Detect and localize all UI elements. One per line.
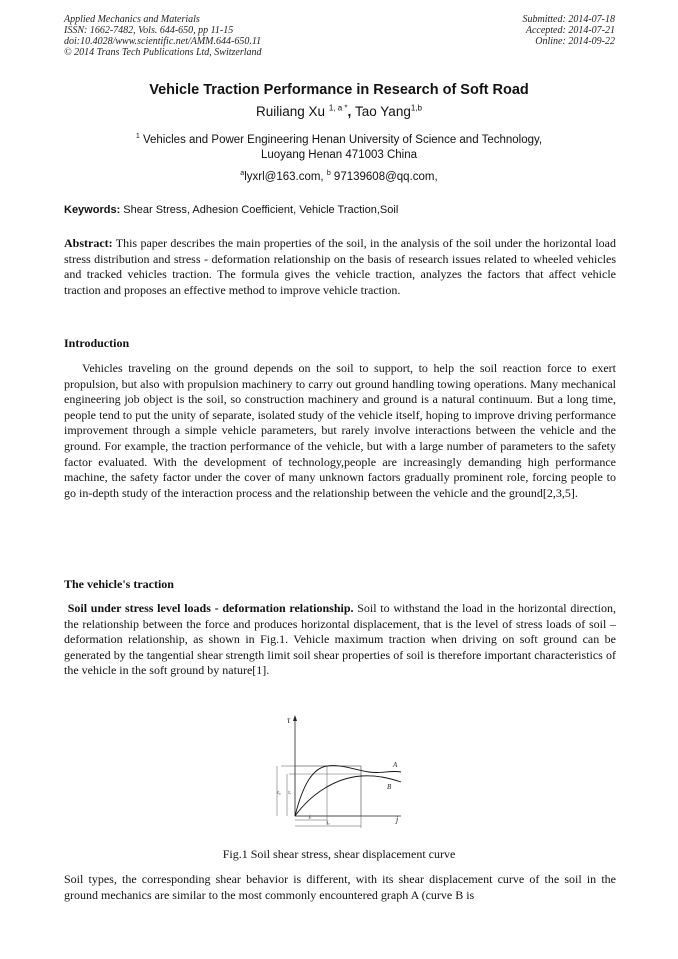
j-r-label: jᵣ bbox=[309, 815, 312, 820]
curve-a bbox=[295, 766, 401, 816]
online-date: Online: 2014-09-22 bbox=[535, 36, 615, 47]
intro-paragraph: Vehicles traveling on the ground depends on the soil to support, to help the soil reaction force to exert propulsion, but also with propulsion machinery to carry out ground handling towing operations. Many mechanical engineering job object is the soil, so construction machinery and ground is a natural continuum. But a long time, people tend to put the unity of separate, isolated study of the vehicle itself, hoping to improve driving performance improvement through a simple vehicle parameters, but rarely involve interactions between the vehicle and the ground. For example, the traction performance of the vehicle, but with a large number of parameters to the safety factor evaluated. With the development of technology,people are increasingly demanding high performance machine, the safety factor under the cover of many unknown factors gradually prominent role, forcing people to go in-depth study of the interaction process and the relationship between the vehicle and the ground[2,3,5]. bbox=[64, 361, 616, 500]
submission-dates bbox=[523, 14, 616, 47]
peak-box bbox=[295, 766, 361, 816]
affiliation-line: Luoyang Henan 471003 China bbox=[260, 149, 418, 161]
keywords-label: Keywords: bbox=[64, 204, 121, 216]
traction-text: Soil to withstand the load in the horizontal direction, the relationship between the force and produces horizontal displacement, that is the level of stress loads of soil – deformation relationship, as shown in Fig.1. Vehicle maximum traction when driving on soft ground can be generated by the tangential shear strength limit soil shear properties of soil is therefore important characteristics of the vehicle in the soft ground by nature[1]. bbox=[64, 601, 616, 678]
tau-a-label: τₐ bbox=[277, 790, 281, 796]
journal-issn: ISSN: 1662-7482, Vols. 644-650, pp 11-15 bbox=[64, 25, 234, 36]
abstract-text: This paper describes the main properties of the soil, in the analysis of the soil under the horizontal load stress distribution and stress - deformation relationship on the basis of research issues related to wheeled vehicles and tracked vehicles traction. The formula gives the vehicle traction, analyzes the factors that affect vehicle traction and proposes an effective method to improve vehicle traction. bbox=[64, 236, 616, 297]
email: lyxrl@163.com, bbox=[244, 171, 327, 183]
author-sup: 1,b bbox=[410, 103, 422, 113]
author-name: Ruiliang Xu bbox=[256, 104, 326, 119]
email: 97139608@qq.com, bbox=[330, 171, 438, 183]
accepted-date: Accepted: 2014-07-21 bbox=[525, 25, 615, 36]
abstract-label: Abstract: bbox=[64, 236, 113, 250]
journal-info bbox=[64, 14, 262, 58]
curve-b bbox=[295, 776, 401, 816]
section-heading: The vehicle's traction bbox=[64, 577, 174, 591]
traction-paragraph bbox=[64, 601, 616, 679]
author-list bbox=[0, 104, 678, 119]
tau-r-label: τᵣ bbox=[288, 790, 292, 796]
body-paragraph: Soil types, the corresponding shear behavior is different, with its shear displacement curve of the soil in the ground mechanics are similar to the most commonly encountered graph A (curve B is bbox=[64, 872, 616, 902]
shear-curve-figure bbox=[265, 712, 415, 832]
affiliation-sup: 1 bbox=[135, 133, 140, 141]
affiliation-line: Vehicles and Power Engineering Henan University of Science and Technology, bbox=[142, 134, 543, 146]
keywords-text: Shear Stress, Adhesion Coefficient, Vehicle Traction,Soil bbox=[120, 204, 399, 216]
email-sup: a bbox=[240, 170, 245, 178]
author-emails bbox=[0, 171, 678, 183]
curve-b-label: B bbox=[387, 783, 392, 791]
section-heading: Introduction bbox=[64, 336, 130, 350]
journal-doi: doi:10.4028/www.scientific.net/AMM.644-650.11 bbox=[64, 36, 262, 47]
keywords bbox=[64, 204, 616, 216]
author-separator: , bbox=[347, 104, 356, 119]
x-axis-label: j bbox=[396, 815, 399, 824]
email-sup: b bbox=[326, 170, 331, 178]
journal-name: Applied Mechanics and Materials bbox=[64, 14, 200, 25]
figure-caption: Fig.1 Soil shear stress, shear displacement curve bbox=[222, 847, 456, 861]
y-axis-arrow bbox=[293, 715, 297, 721]
author-name: Tao Yang bbox=[355, 104, 411, 119]
abstract bbox=[64, 236, 616, 298]
submitted-date: Submitted: 2014-07-18 bbox=[522, 14, 615, 25]
paper-title: Vehicle Traction Performance in Research of Soft Road bbox=[149, 82, 529, 98]
author-sup: 1, a * bbox=[328, 103, 348, 113]
j-a-label: jₐ bbox=[327, 821, 330, 826]
traction-bold-lead: Soil under stress level loads - deformation relationship. bbox=[67, 601, 354, 615]
journal-copyright: © 2014 Trans Tech Publications Ltd, Switzerland bbox=[64, 47, 262, 58]
curve-a-label: A bbox=[393, 761, 398, 769]
y-axis-label: τ bbox=[287, 715, 291, 725]
affiliation bbox=[0, 133, 678, 163]
